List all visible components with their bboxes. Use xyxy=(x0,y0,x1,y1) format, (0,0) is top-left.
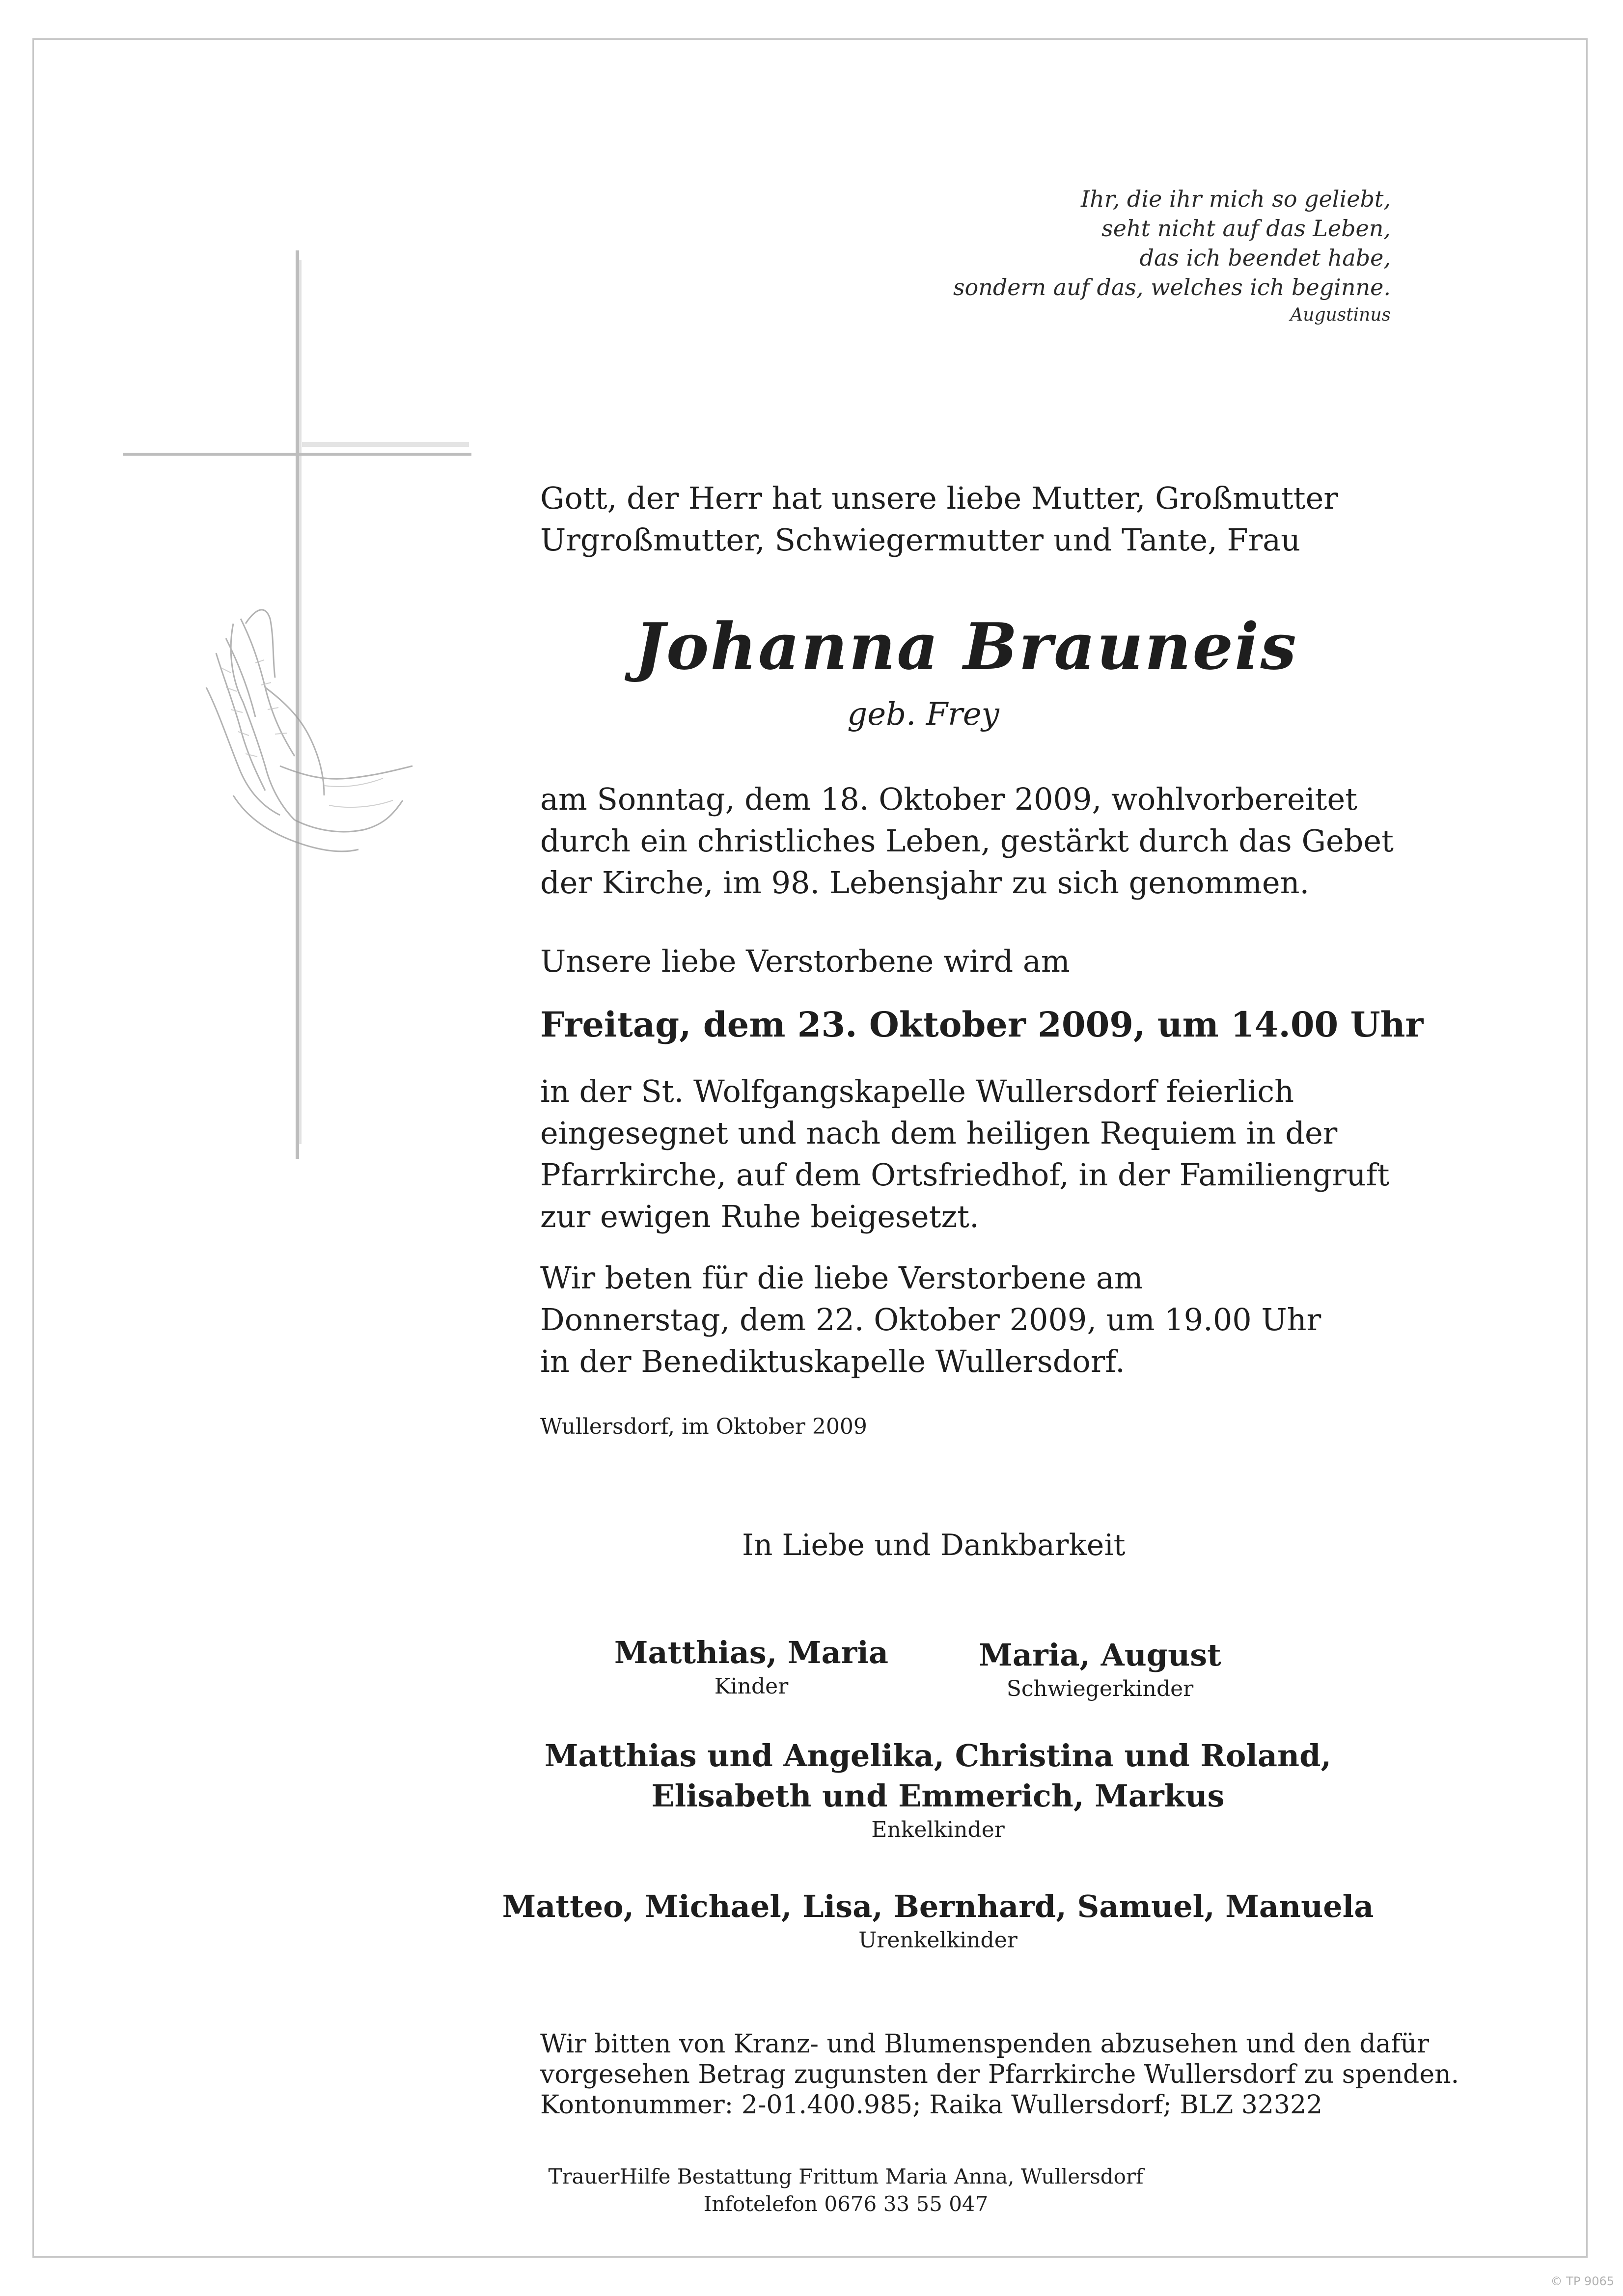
closing-line: In Liebe und Dankbarkeit xyxy=(742,1528,1126,1562)
intro-paragraph xyxy=(540,477,1338,561)
text-line: Kontonummer: 2-01.400.985; Raika Wullersdorf; BLZ 32322 xyxy=(540,2090,1323,2120)
quote-line: das ich beendet habe, xyxy=(1139,245,1391,271)
text-line: vorgesehen Betrag zugunsten der Pfarrkirche Wullersdorf zu spenden. xyxy=(540,2060,1459,2089)
text-line: durch ein christliches Leben, gestärkt durch das Gebet xyxy=(540,823,1394,859)
text-line: Wir beten für die liebe Verstorbene am xyxy=(540,1260,1143,1296)
funeral-intro: Unsere liebe Verstorbene wird am xyxy=(540,943,1070,979)
text-line: Wir bitten von Kranz- und Blumenspenden abzusehen und den dafür xyxy=(540,2029,1430,2059)
funeral-details xyxy=(540,1070,1390,1237)
print-code: © TP 9065 xyxy=(1550,2274,1614,2288)
quote-line: seht nicht auf das Leben, xyxy=(1101,215,1391,242)
mourner-group-grandchildren xyxy=(442,1736,1434,1844)
text-line: in der St. Wolfgangskapelle Wullersdorf feierlich xyxy=(540,1073,1294,1109)
mourner-role: Urenkelkinder xyxy=(858,1928,1018,1953)
text-line: zur ewigen Ruhe beigesetzt. xyxy=(540,1199,979,1234)
funeral-date: Freitag, dem 23. Oktober 2009, um 14.00 Uhr xyxy=(540,1004,1424,1045)
mourner-names: Maria, August xyxy=(979,1637,1221,1673)
text-line: Gott, der Herr hat unsere liebe Mutter, Großmutter xyxy=(540,480,1338,516)
prayer-paragraph xyxy=(540,1257,1321,1382)
quote-author: Augustinus xyxy=(1290,305,1391,325)
place-date: Wullersdorf, im Oktober 2009 xyxy=(540,1414,867,1439)
text-line: eingesegnet und nach dem heiligen Requiem in der xyxy=(540,1115,1338,1151)
text-line: am Sonntag, dem 18. Oktober 2009, wohlvorbereitet xyxy=(540,781,1358,817)
quote-block xyxy=(953,184,1391,327)
footer-line: Infotelefon 0676 33 55 047 xyxy=(703,2192,989,2216)
mourner-group-in-laws xyxy=(963,1635,1238,1703)
quote-line: sondern auf das, welches ich beginne. xyxy=(953,274,1391,301)
death-paragraph xyxy=(540,778,1394,903)
text-line: Pfarrkirche, auf dem Ortsfriedhof, in der Familiengruft xyxy=(540,1157,1390,1193)
footer-line: TrauerHilfe Bestattung Frittum Maria Anna, Wullersdorf xyxy=(548,2164,1144,2188)
mourner-names: Matthias, Maria xyxy=(614,1635,889,1670)
text-line: in der Benediktuskapelle Wullersdorf. xyxy=(540,1343,1125,1379)
mourner-names: Matteo, Michael, Lisa, Bernhard, Samuel, Manuela xyxy=(502,1888,1374,1924)
mourner-role: Schwiegerkinder xyxy=(1006,1676,1194,1701)
mourner-group-children xyxy=(609,1633,894,1700)
birth-name: geb. Frey xyxy=(847,696,999,733)
donation-note xyxy=(540,2029,1459,2120)
mourner-names: Matthias und Angelika, Christina und Roland, xyxy=(544,1738,1332,1774)
mourner-group-great-grandchildren xyxy=(442,1886,1434,1954)
mourner-names: Elisabeth und Emmerich, Markus xyxy=(651,1778,1225,1814)
text-line: Urgroßmutter, Schwiegermutter und Tante, Frau xyxy=(540,522,1301,558)
text-line: Donnerstag, dem 22. Oktober 2009, um 19.00 Uhr xyxy=(540,1302,1321,1338)
text-line: der Kirche, im 98. Lebensjahr zu sich genommen. xyxy=(540,865,1310,901)
mourner-role: Enkelkinder xyxy=(871,1817,1005,1842)
funeral-home-footer xyxy=(0,2163,1623,2218)
mourner-role: Kinder xyxy=(714,1674,789,1699)
deceased-name: Johanna Brauneis xyxy=(634,609,1298,684)
quote-line: Ihr, die ihr mich so geliebt, xyxy=(1080,186,1391,212)
